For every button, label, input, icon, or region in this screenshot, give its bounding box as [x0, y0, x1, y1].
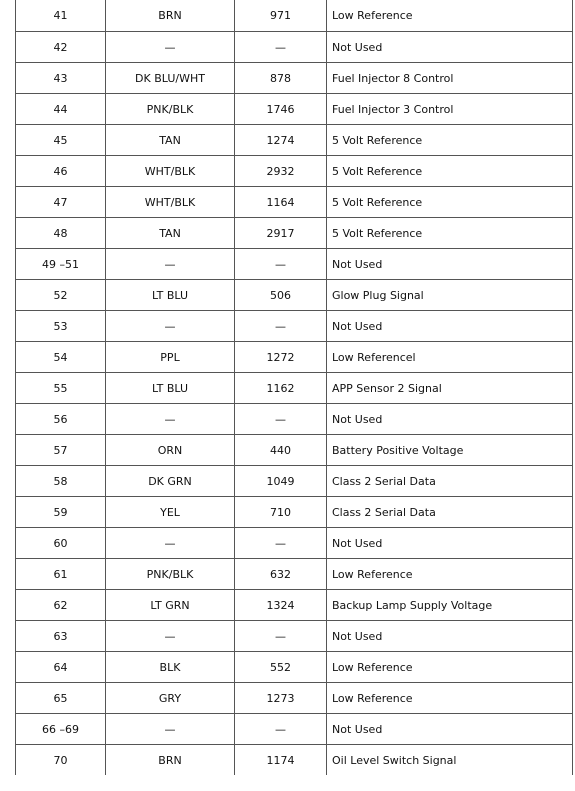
- pin-function-cell: Not Used: [327, 621, 573, 652]
- wire-color-cell: —: [106, 311, 235, 342]
- wire-color-cell: WHT/BLK: [106, 187, 235, 218]
- circuit-number-cell: 1272: [235, 342, 327, 373]
- pin-number-cell: 53: [16, 311, 106, 342]
- pin-function-cell: Low Referencel: [327, 342, 573, 373]
- pin-number-cell: 58: [16, 466, 106, 497]
- table-row: [16, 559, 573, 590]
- circuit-number-cell: 1174: [235, 745, 327, 776]
- pin-function-cell: Fuel Injector 8 Control: [327, 63, 573, 94]
- connector-pinout-table: [15, 0, 573, 775]
- pin-number-cell: 42: [16, 32, 106, 63]
- table-row: [16, 745, 573, 776]
- table-row: [16, 156, 573, 187]
- pin-number-cell: 43: [16, 63, 106, 94]
- table-row: [16, 373, 573, 404]
- circuit-number-cell: —: [235, 404, 327, 435]
- table-row: [16, 63, 573, 94]
- circuit-number-cell: 1274: [235, 125, 327, 156]
- wire-color-cell: BRN: [106, 745, 235, 776]
- pin-function-cell: Low Reference: [327, 652, 573, 683]
- pin-function-cell: Low Reference: [327, 559, 573, 590]
- pin-function-cell: 5 Volt Reference: [327, 125, 573, 156]
- wire-color-cell: LT GRN: [106, 590, 235, 621]
- wire-color-cell: DK GRN: [106, 466, 235, 497]
- table-row: [16, 497, 573, 528]
- wire-color-cell: BLK: [106, 652, 235, 683]
- pin-number-cell: 57: [16, 435, 106, 466]
- pin-function-cell: Oil Level Switch Signal: [327, 745, 573, 776]
- pin-number-cell: 56: [16, 404, 106, 435]
- pin-number-cell: 52: [16, 280, 106, 311]
- table-row: [16, 466, 573, 497]
- pin-number-cell: 55: [16, 373, 106, 404]
- pin-function-cell: Not Used: [327, 249, 573, 280]
- table-row: [16, 652, 573, 683]
- pin-function-cell: 5 Volt Reference: [327, 218, 573, 249]
- pin-function-cell: Not Used: [327, 714, 573, 745]
- wire-color-cell: —: [106, 528, 235, 559]
- pin-function-cell: Backup Lamp Supply Voltage: [327, 590, 573, 621]
- pin-function-cell: Not Used: [327, 311, 573, 342]
- table-row: [16, 621, 573, 652]
- pin-number-cell: 48: [16, 218, 106, 249]
- wire-color-cell: TAN: [106, 125, 235, 156]
- pin-number-cell: 46: [16, 156, 106, 187]
- wire-color-cell: LT BLU: [106, 373, 235, 404]
- pin-function-cell: 5 Volt Reference: [327, 187, 573, 218]
- wire-color-cell: —: [106, 404, 235, 435]
- table-row: [16, 187, 573, 218]
- table-row: [16, 32, 573, 63]
- circuit-number-cell: —: [235, 621, 327, 652]
- pin-number-cell: 62: [16, 590, 106, 621]
- table-row: [16, 218, 573, 249]
- circuit-number-cell: 1049: [235, 466, 327, 497]
- wire-color-cell: —: [106, 621, 235, 652]
- table-row: [16, 94, 573, 125]
- circuit-number-cell: 506: [235, 280, 327, 311]
- circuit-number-cell: —: [235, 249, 327, 280]
- table-row: [16, 125, 573, 156]
- pin-number-cell: 60: [16, 528, 106, 559]
- circuit-number-cell: 552: [235, 652, 327, 683]
- circuit-number-cell: 440: [235, 435, 327, 466]
- table-row: [16, 590, 573, 621]
- circuit-number-cell: —: [235, 32, 327, 63]
- circuit-number-cell: 1273: [235, 683, 327, 714]
- pin-number-cell: 41: [16, 0, 106, 32]
- pin-number-cell: 61: [16, 559, 106, 590]
- pin-function-cell: Not Used: [327, 528, 573, 559]
- pin-function-cell: Fuel Injector 3 Control: [327, 94, 573, 125]
- circuit-number-cell: 1746: [235, 94, 327, 125]
- wire-color-cell: —: [106, 32, 235, 63]
- wire-color-cell: PNK/BLK: [106, 94, 235, 125]
- circuit-number-cell: —: [235, 528, 327, 559]
- wire-color-cell: PPL: [106, 342, 235, 373]
- pin-function-cell: Not Used: [327, 404, 573, 435]
- circuit-number-cell: —: [235, 311, 327, 342]
- table-row: [16, 404, 573, 435]
- table-row: [16, 0, 573, 32]
- pin-number-cell: 47: [16, 187, 106, 218]
- pin-number-cell: 44: [16, 94, 106, 125]
- wire-color-cell: DK BLU/WHT: [106, 63, 235, 94]
- wire-color-cell: —: [106, 714, 235, 745]
- pin-function-cell: Low Reference: [327, 683, 573, 714]
- table-row: [16, 683, 573, 714]
- pin-number-cell: 49 –51: [16, 249, 106, 280]
- table-body: [16, 0, 573, 775]
- pin-number-cell: 65: [16, 683, 106, 714]
- wire-color-cell: WHT/BLK: [106, 156, 235, 187]
- connector-pinout-table-container: [15, 0, 572, 775]
- table-row: [16, 714, 573, 745]
- pin-number-cell: 64: [16, 652, 106, 683]
- circuit-number-cell: 632: [235, 559, 327, 590]
- pin-number-cell: 59: [16, 497, 106, 528]
- pin-function-cell: Not Used: [327, 32, 573, 63]
- pin-function-cell: APP Sensor 2 Signal: [327, 373, 573, 404]
- wire-color-cell: BRN: [106, 0, 235, 32]
- pin-function-cell: Glow Plug Signal: [327, 280, 573, 311]
- circuit-number-cell: 971: [235, 0, 327, 32]
- wire-color-cell: PNK/BLK: [106, 559, 235, 590]
- pin-number-cell: 66 –69: [16, 714, 106, 745]
- pin-function-cell: Class 2 Serial Data: [327, 497, 573, 528]
- pin-number-cell: 45: [16, 125, 106, 156]
- table-row: [16, 311, 573, 342]
- wire-color-cell: ORN: [106, 435, 235, 466]
- wire-color-cell: —: [106, 249, 235, 280]
- circuit-number-cell: 1324: [235, 590, 327, 621]
- circuit-number-cell: 1162: [235, 373, 327, 404]
- table-row: [16, 280, 573, 311]
- circuit-number-cell: 710: [235, 497, 327, 528]
- pin-number-cell: 70: [16, 745, 106, 776]
- wire-color-cell: LT BLU: [106, 280, 235, 311]
- wire-color-cell: TAN: [106, 218, 235, 249]
- wire-color-cell: YEL: [106, 497, 235, 528]
- circuit-number-cell: 878: [235, 63, 327, 94]
- wire-color-cell: GRY: [106, 683, 235, 714]
- pin-number-cell: 63: [16, 621, 106, 652]
- table-row: [16, 528, 573, 559]
- pin-number-cell: 54: [16, 342, 106, 373]
- table-row: [16, 435, 573, 466]
- circuit-number-cell: —: [235, 714, 327, 745]
- pin-function-cell: Low Reference: [327, 0, 573, 32]
- pin-function-cell: Battery Positive Voltage: [327, 435, 573, 466]
- circuit-number-cell: 1164: [235, 187, 327, 218]
- table-row: [16, 342, 573, 373]
- table-row: [16, 249, 573, 280]
- circuit-number-cell: 2932: [235, 156, 327, 187]
- pin-function-cell: Class 2 Serial Data: [327, 466, 573, 497]
- circuit-number-cell: 2917: [235, 218, 327, 249]
- pin-function-cell: 5 Volt Reference: [327, 156, 573, 187]
